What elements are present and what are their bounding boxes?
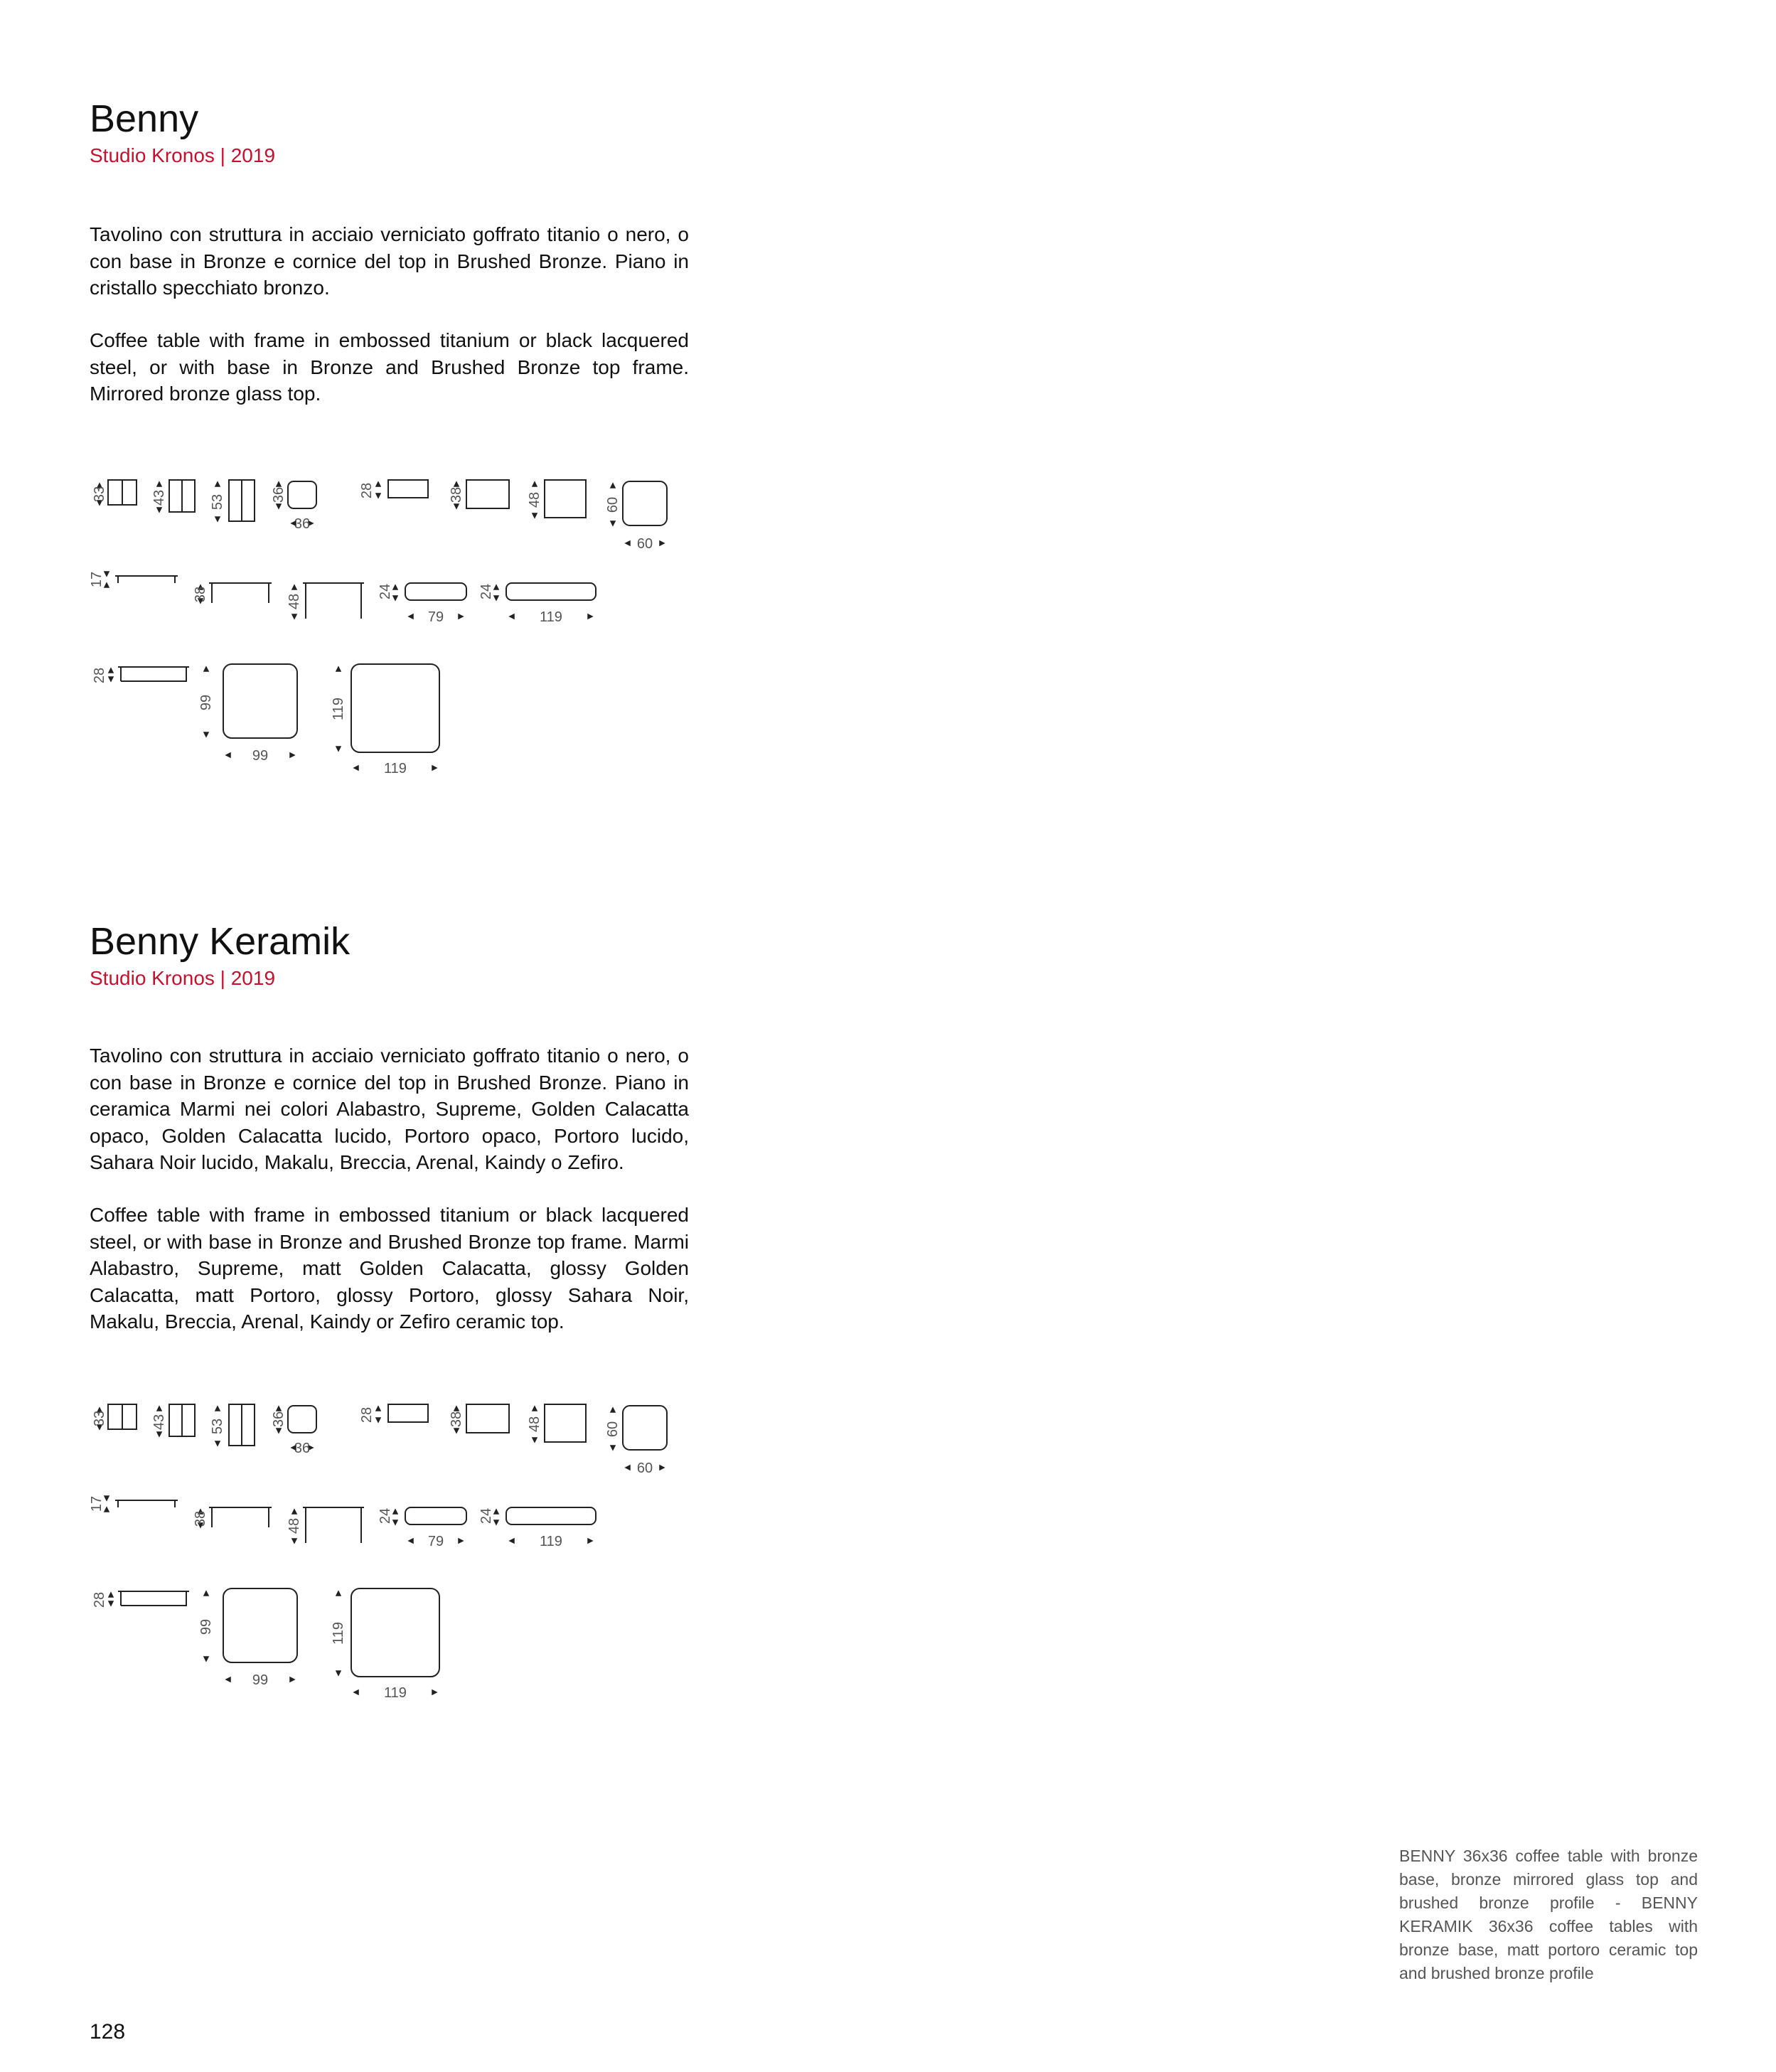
dimension-label: 17 <box>89 1495 105 1512</box>
dimension-label: 53 <box>210 1418 225 1435</box>
dimension-label: 119 <box>540 609 562 625</box>
dimension-label: 119 <box>540 1534 562 1549</box>
dimension-label: 38 <box>449 486 464 503</box>
dimension-label: 36 <box>294 1441 311 1456</box>
table-top-view <box>506 1507 596 1524</box>
description-italian: Tavolino con struttura in acciaio verniciato goffrato titanio o nero, o con base in Bronze e cornice del top in Brushed Bronze. Piano in cristallo specchiato bronzo. <box>90 223 689 299</box>
table-top-view <box>223 1588 297 1662</box>
dimension-label: 36 <box>271 1411 287 1428</box>
dimension-label: 33 <box>92 486 107 503</box>
table-front-view <box>209 583 272 603</box>
dimension-label: 43 <box>151 1414 167 1431</box>
table-top-view <box>223 664 297 738</box>
table-front-view <box>209 1507 272 1527</box>
dimension-label: 17 <box>89 571 105 588</box>
table-front-view <box>466 480 509 508</box>
dimension-label: 79 <box>427 609 444 625</box>
table-front-view <box>115 1500 178 1507</box>
table-top-view <box>405 1507 466 1524</box>
designer-year: Studio Kronos | 2019 <box>90 144 276 166</box>
table-top-view <box>288 481 316 508</box>
dimension-label: 24 <box>478 1507 494 1524</box>
dimension-label: 53 <box>210 493 225 511</box>
table-top-view <box>351 1588 439 1677</box>
table-front-view <box>118 1591 189 1606</box>
table-front-view <box>115 576 178 583</box>
table-front-view <box>118 667 189 681</box>
dimension-label: 33 <box>92 1410 107 1427</box>
dimension-label: 28 <box>92 667 107 684</box>
dimension-label: 36 <box>294 516 311 532</box>
dimension-label: 60 <box>636 1460 653 1476</box>
page-number: 128 <box>90 2020 126 2044</box>
dimension-label: 119 <box>331 1622 346 1645</box>
dimension-label: 48 <box>527 1416 542 1433</box>
designer-year: Studio Kronos | 2019 <box>90 967 276 989</box>
description-english: Coffee table with frame in embossed titanium or black lacquered steel, or with base in Bronze and Brushed Bronze top frame. Marmi Alabastro, Supreme, matt Golden Calacatta, glossy Golden Calacatta, matt Portoro, glossy Portoro, glossy Sahara Noir, Makalu, Breccia, Arenal, Kaindy or Zefiro ceramic top. <box>90 1204 689 1333</box>
dimension-label: 48 <box>287 1517 302 1534</box>
dimension-label: 119 <box>384 761 407 776</box>
dimension-label: 119 <box>331 698 346 720</box>
table-front-view <box>545 1404 586 1442</box>
dimension-label: 99 <box>252 748 269 764</box>
product-title: Benny <box>90 97 199 140</box>
table-front-view <box>466 1404 509 1433</box>
dimension-drawings-svg <box>0 1394 711 1707</box>
dimension-label: 48 <box>527 491 542 508</box>
table-top-view <box>288 1406 316 1433</box>
table-front-view <box>303 1507 364 1543</box>
dimension-label: 38 <box>193 586 208 603</box>
dimension-label: 60 <box>605 1421 621 1438</box>
table-top-view <box>351 664 439 752</box>
dimension-label: 99 <box>198 694 214 711</box>
dimension-label: 43 <box>151 489 167 506</box>
dimension-drawings-svg <box>0 469 711 782</box>
table-front-view <box>303 583 364 619</box>
table-top-view <box>623 481 667 525</box>
table-top-view <box>506 583 596 600</box>
dimension-label: 24 <box>478 583 494 600</box>
dimension-label: 119 <box>384 1685 407 1701</box>
description-italian: Tavolino con struttura in acciaio verniciato goffrato titanio o nero, o con base in Bronze e cornice del top in Brushed Bronze. Piano in ceramica Marmi nei colori Alabastro, Supreme, Golden Calacatta opaco, Golden Calacatta lucido, Portoro opaco, Portoro lucido, Sahara Noir lucido, Makalu, Breccia, Arenal, Kaindy o Zefiro. <box>90 1045 689 1173</box>
dimension-label: 28 <box>359 482 375 499</box>
dimension-label: 48 <box>287 593 302 610</box>
dimension-label: 38 <box>449 1411 464 1428</box>
table-top-view <box>405 583 466 600</box>
dimension-label: 24 <box>378 1507 393 1524</box>
table-front-view <box>388 1404 428 1422</box>
table-top-view <box>623 1406 667 1450</box>
dimension-label: 60 <box>636 536 653 552</box>
table-front-view <box>545 480 586 518</box>
dimension-label: 99 <box>198 1618 214 1635</box>
photo-caption: BENNY 36x36 coffee table with bronze base, bronze mirrored glass top and brushed bronze profile - BENNY KERAMIK 36x36 coffee tables with bronze base, matt portoro ceramic top and brushed bronze profile <box>1399 1847 1698 1982</box>
dimension-label: 28 <box>92 1591 107 1608</box>
product-title: Benny Keramik <box>90 920 351 963</box>
dimension-label: 36 <box>271 486 287 503</box>
dimension-label: 24 <box>378 583 393 600</box>
dimension-label: 60 <box>605 496 621 513</box>
dimension-label: 28 <box>359 1406 375 1424</box>
dimension-label: 99 <box>252 1672 269 1688</box>
dimension-label: 79 <box>427 1534 444 1549</box>
description-english: Coffee table with frame in embossed titanium or black lacquered steel, or with base in Bronze and Brushed Bronze top frame. Mirrored bronze glass top. <box>90 329 689 405</box>
dimension-label: 38 <box>193 1510 208 1527</box>
table-front-view <box>388 480 428 498</box>
